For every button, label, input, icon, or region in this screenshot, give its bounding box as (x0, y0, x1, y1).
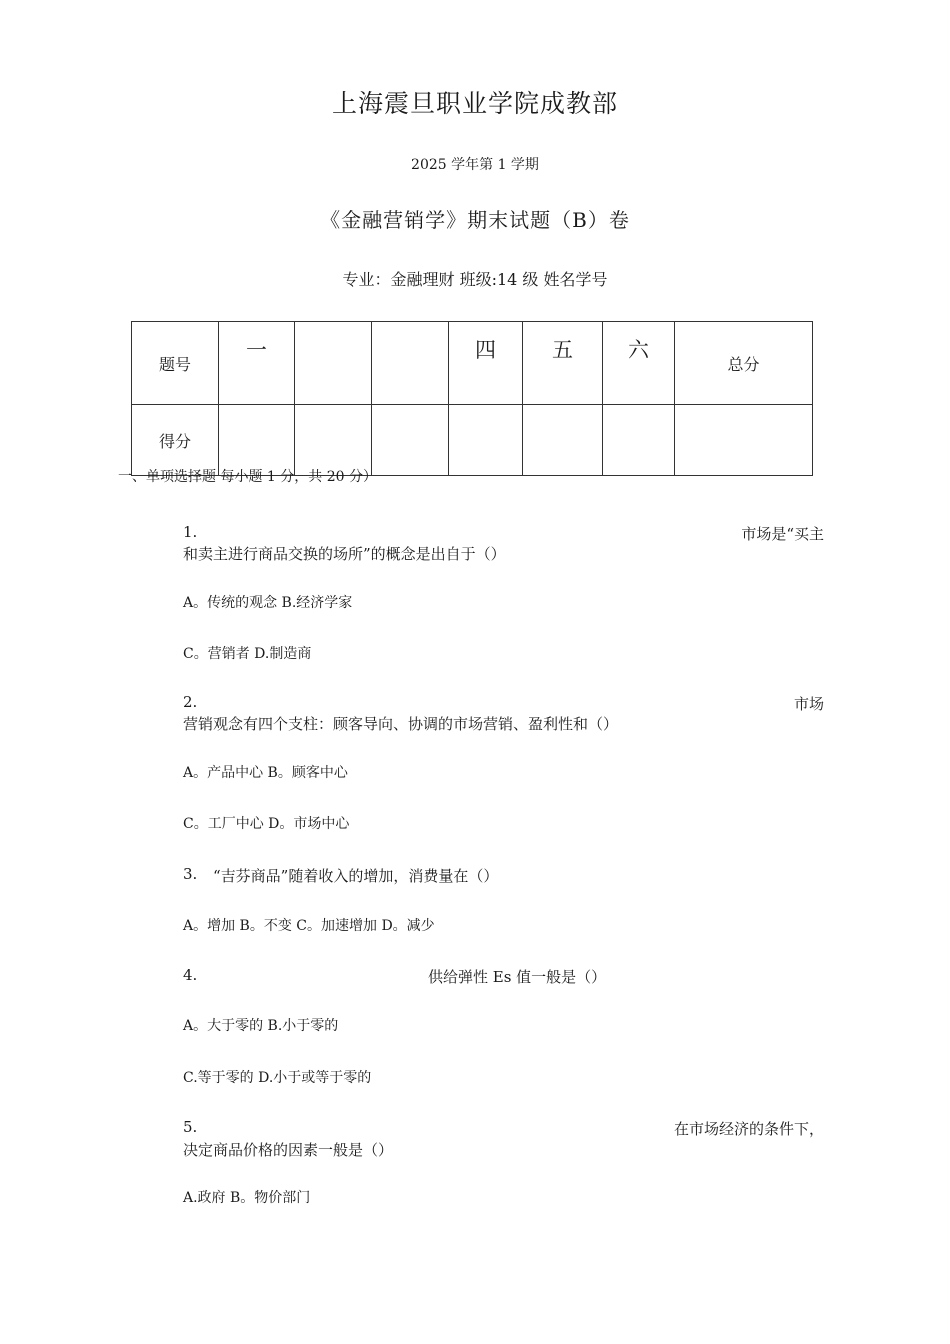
question-text: “吉芬商品”随着收入的增加，消费量在（） (213, 867, 499, 885)
score-cell[interactable] (523, 405, 603, 476)
question-option: C。营销者 D.制造商 (183, 646, 312, 662)
score-cell[interactable] (219, 405, 295, 476)
header-cell-total: 总分 (675, 322, 813, 405)
question-option: C.等于零的 D.小于或等于零的 (183, 1070, 372, 1086)
score-cell[interactable] (449, 405, 523, 476)
header-cell-2 (295, 322, 372, 405)
question-number: 2. (183, 693, 198, 711)
question-text-start: 在市场经济的条件下， (673, 1120, 824, 1138)
question-text-start: 市场是“买主 (741, 525, 824, 543)
question-option: A。增加 B。不变 C。加速增加 D。减少 (183, 918, 435, 934)
question-number: 5. (183, 1118, 198, 1136)
score-table (131, 321, 813, 476)
question-text: 和卖主进行商品交换的场所”的概念是出自于（） (183, 545, 506, 563)
question-text-start: 市场 (793, 695, 824, 713)
exam-title: 《金融营销学》期末试题（B）卷 (320, 208, 630, 232)
header-cell-4: 四 (449, 322, 523, 405)
score-table-header-row (132, 322, 813, 405)
question-number: 1. (183, 523, 198, 541)
question-text: 决定商品价格的因素一般是（） (183, 1141, 394, 1159)
header-cell-1: 一 (219, 322, 295, 405)
term-label: 2025 学年第 1 学期 (411, 157, 539, 173)
question-option: C。工厂中心 D。市场中心 (183, 816, 350, 832)
score-cell[interactable] (372, 405, 449, 476)
question-number: 3. (183, 865, 198, 883)
question-option: A。传统的观念 B.经济学家 (183, 595, 353, 611)
header-cell-label: 题号 (132, 322, 219, 405)
question-option: A。产品中心 B。顾客中心 (183, 765, 348, 781)
page-title: 上海震旦职业学院成教部 (331, 89, 618, 118)
question-option: A.政府 B。物价部门 (183, 1190, 311, 1206)
score-cell[interactable] (603, 405, 675, 476)
question-text: 供给弹性 Es 值一般是（） (428, 968, 607, 986)
question-option: A。大于零的 B.小于零的 (183, 1018, 339, 1034)
score-table-score-row (132, 405, 813, 476)
question-number: 4. (183, 966, 198, 984)
question-text: 营销观念有四个支柱：顾客导向、协调的市场营销、盈利性和（） (183, 715, 619, 733)
score-cell[interactable] (295, 405, 372, 476)
score-row-label: 得分 (132, 405, 219, 476)
student-info: 专业：金融理财 班级:14 级 姓名学号 (342, 270, 608, 289)
section-heading: 一、单项选择题 每小题 1 分，共 20 分） (118, 469, 377, 485)
header-cell-3 (372, 322, 449, 405)
score-cell-total[interactable] (675, 405, 813, 476)
header-cell-5: 五 (523, 322, 603, 405)
header-cell-6: 六 (603, 322, 675, 405)
